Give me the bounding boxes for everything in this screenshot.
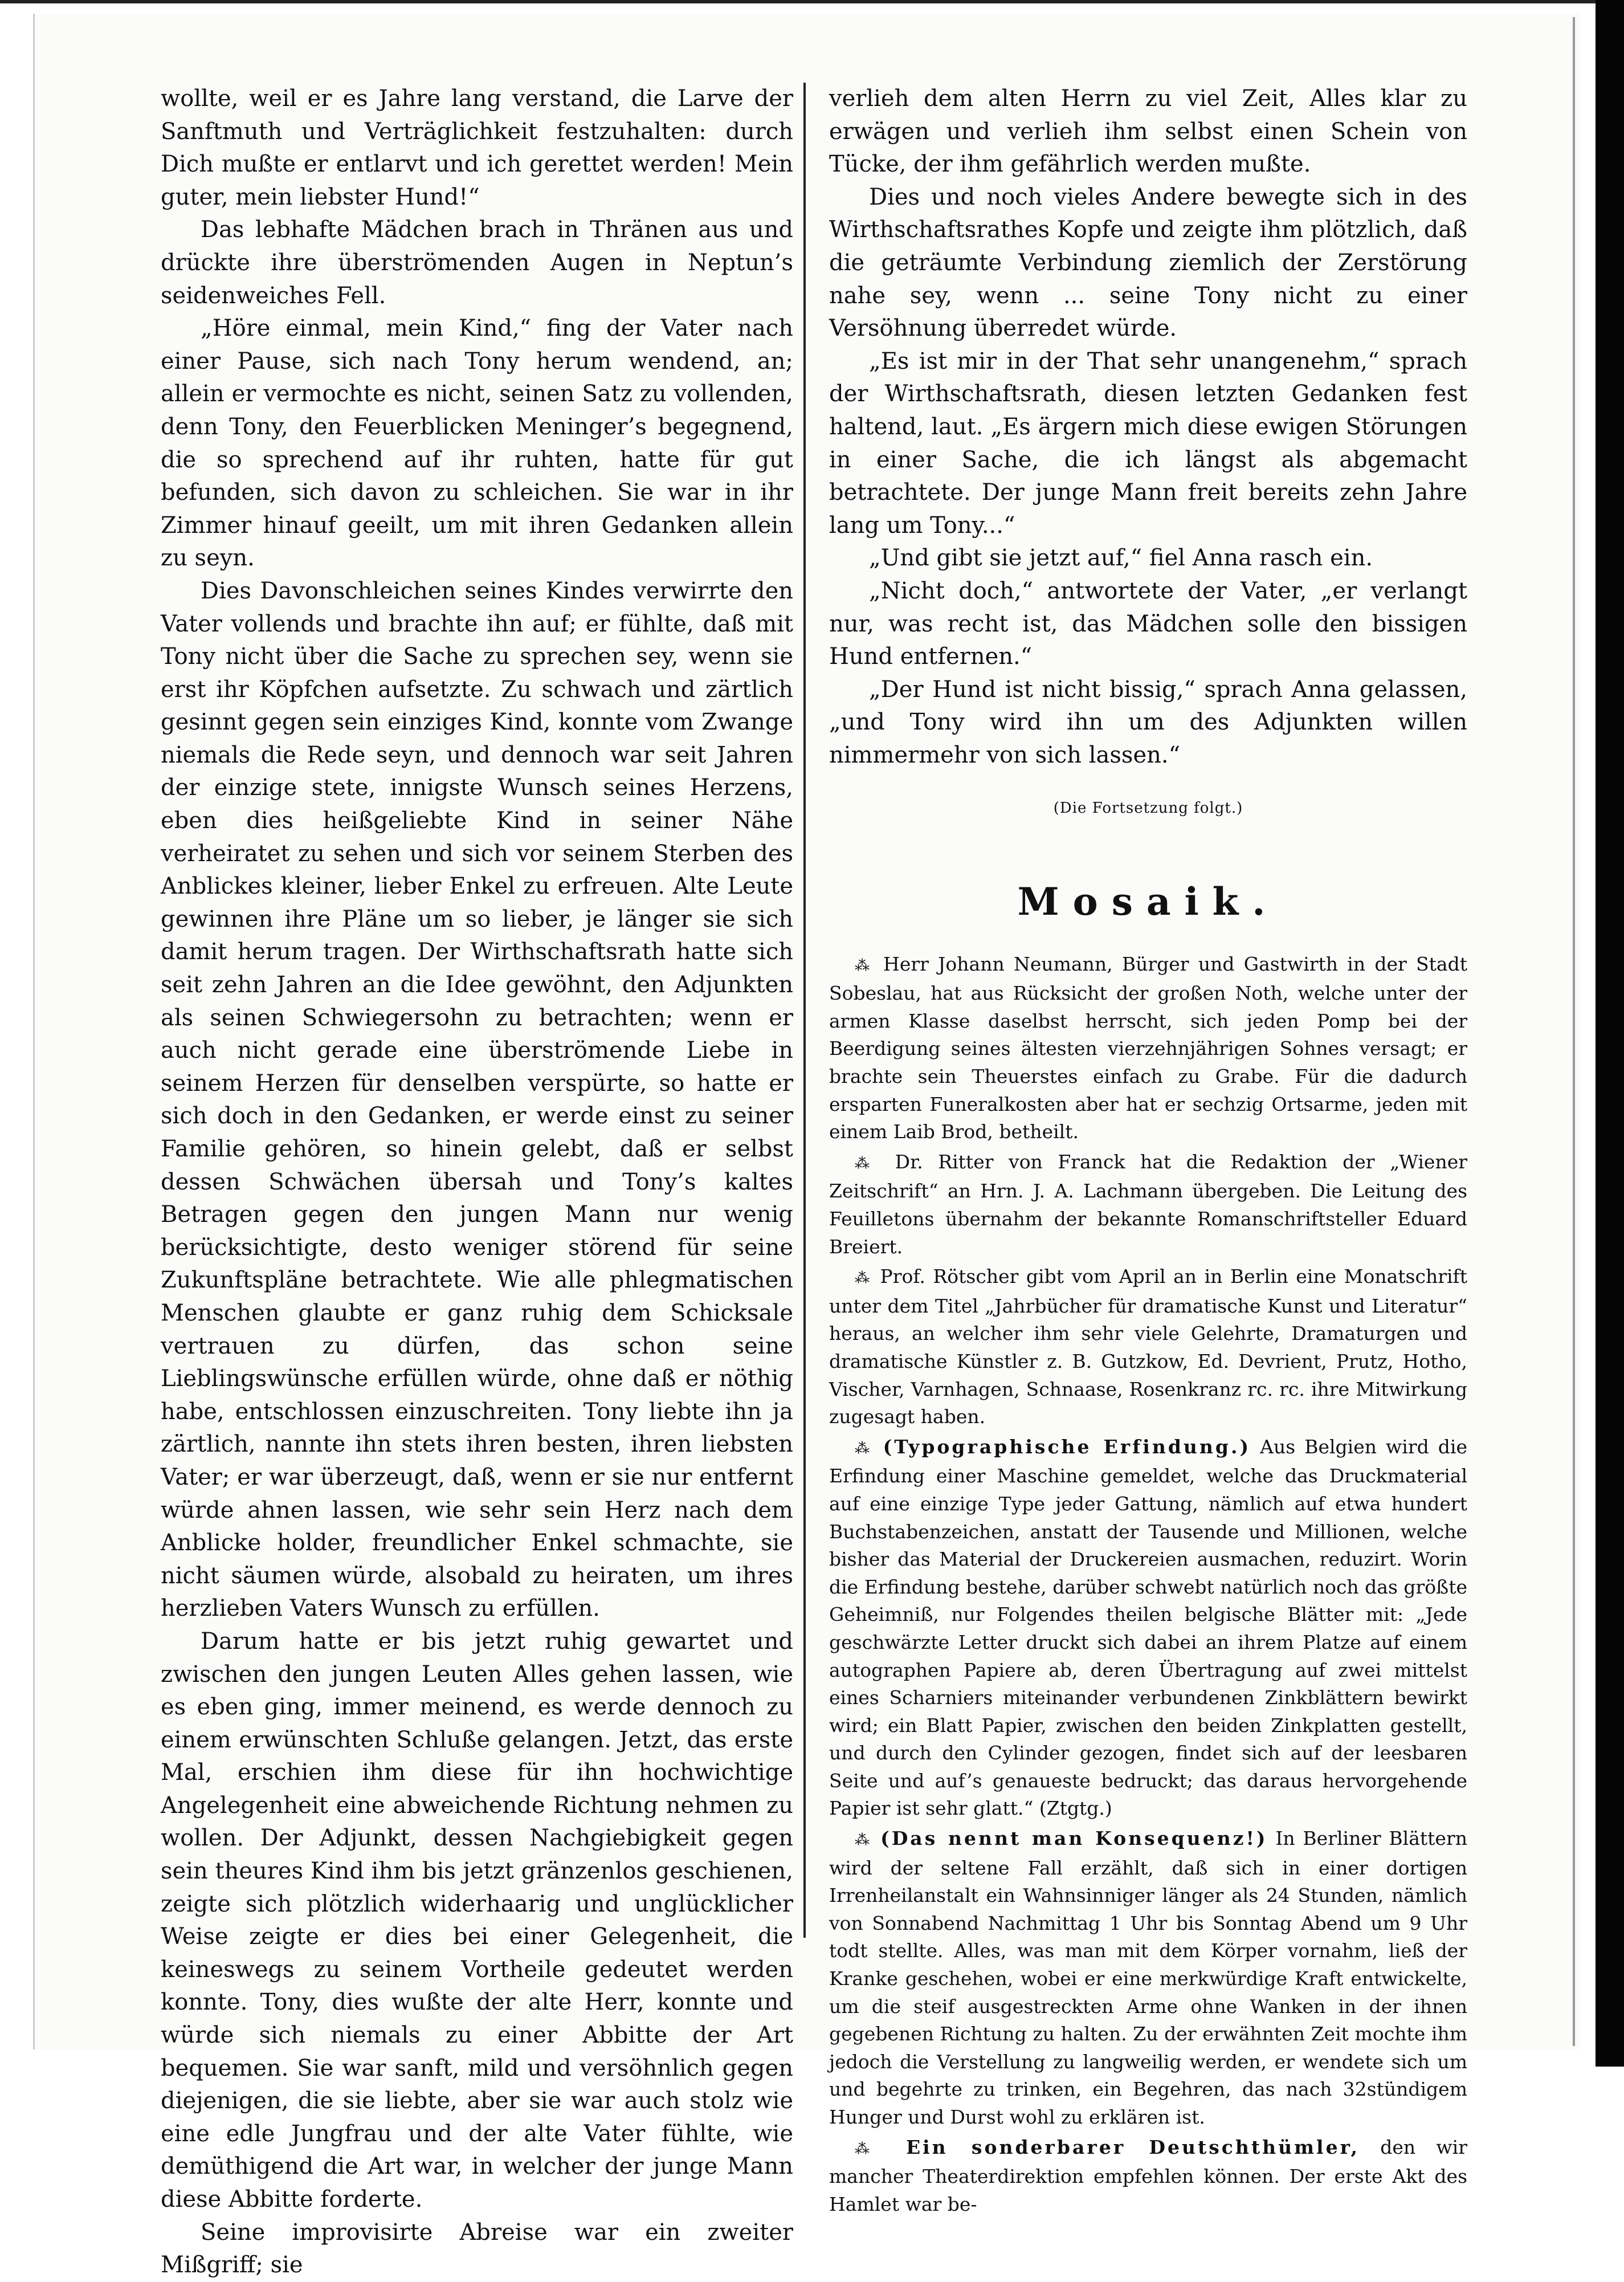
mosaic-item-lead: (Das nennt man Konsequenz!)	[880, 1827, 1268, 1850]
asterism-icon: ⁂	[855, 1440, 874, 1457]
right-paragraph-3: „Es ist mir in der That sehr unangenehm,“ sprach der Wirthschaftsrath, diesen letzten Gedanken fest haltend, laut. „Es ärgern mich diese ewigen Störungen in einer Sache, die ich längst als abgemacht betrachtete. Der junge Mann freit bereits zehn Jahre lang um Tony...“	[829, 348, 1467, 539]
asterism-icon: ⁂	[855, 1155, 880, 1172]
left-paragraph-4: Dies Davonschleichen seines Kindes verwirrte den Vater vollends und brachte ihn auf; er fühlte, daß mit Tony nicht über die Sache zu sprechen sey, wenn sie erst ihr Köpfchen aufsetzte. Zu schwach und zärtlich gesinnt gegen sein einziges Kind, konnte vom Zwange niemals die Rede seyn, und dennoch war seit Jahren der einzige stete, innigste Wunsch seines Herzens, eben dies heißgeliebte Kind in seiner Nähe verheiratet zu sehen und sich vor seinem Sterben des Anblickes kleiner, lieber Enkel zu erfreuen. Alte Leute gewinnen ihre Pläne um so lieber, je länger sie sich damit herum tragen. Der Wirthschaftsrath hatte sich seit zehn Jahren an die Idee gewöhnt, den Adjunkten als seinen Schwiegersohn zu betrachten; wenn er auch nicht gerade eine überströmende Liebe in seinem Herzen für denselben verspürte, so hatte er sich doch in den Gedanken, er werde einst zu seiner Familie gehören, so hinein gelebt, daß er selbst dessen Schwächen übersah und Tony’s kaltes Betragen gegen den jungen Mann nur wenig berücksichtigte, desto weniger störend für seine Zukunftspläne betrachtete. Wie alle phlegmatischen Menschen glaubte er ganz ruhig dem Schicksale vertrauen zu dürfen, das schon seine Lieblingswünsche erfüllen würde, ohne daß er nöthig habe, entschlossen einzuschreiten. Tony liebte ihn ja zärtlich, nannte ihn stets ihren besten, ihren liebsten Vater; er war überzeugt, daß, wenn er sie nur entfernt würde ahnen lassen, wie sehr sein Herz nach dem Anblicke holder, freundlicher Enkel schmachte, sie nicht säumen würde, alsobald zu heiraten, um ihres herzlieben Vaters Wunsch zu erfüllen.	[161, 577, 793, 1622]
mosaic-item-lead: (Typographische Erfindung.)	[883, 1435, 1251, 1458]
scan-border-top	[0, 0, 1624, 3]
mosaic-item-text: In Berliner Blättern wird der seltene Fall erzählt, daß sich in einer dortigen Irrenheilanstalt ein Wahnsinniger länger als 24 Stunden, nämlich von Sonnabend Nachmittag 1 Uhr bis Sonntag Abend um 9 Uhr todt stellte. Alles, was man mit dem Körper vornahm, ließ der Kranke geschehen, wobei er eine merkwürdige Kraft entwickelte, um die steif ausgestreckten Arme ohne Wanken in der ihnen gegebenen Richtung zu halten. Zu der erwähnten Zeit mochte ihm jedoch die Verstellung zu langweilig werden, er wendete sich um und begehrte zu trinken, ein Begehren, das nach 32stündigem Hunger und Durst wohl zu erklären ist.	[829, 1827, 1467, 2128]
mosaic-section	[829, 951, 1467, 2219]
mosaic-item-lead: Ein sonderbarer Deutschthümler,	[905, 2136, 1360, 2158]
mosaic-item	[829, 2134, 1467, 2219]
left-paragraph-2: Das lebhafte Mädchen brach in Thränen aus und drückte ihre überströmenden Augen in Neptun’s seidenweiches Fell.	[161, 217, 793, 309]
asterism-icon: ⁂	[855, 2140, 886, 2158]
mosaic-item-text: den wir mancher Theaterdirektion empfehlen können. Der erste Akt des Hamlet war be-	[829, 2136, 1467, 2215]
asterism-icon: ⁂	[855, 1832, 873, 1849]
mosaic-item	[829, 1148, 1467, 1261]
right-paragraph-1: verlieh dem alten Herrn zu viel Zeit, Alles klar zu erwägen und verlieh ihm selbst einen Schein von Tücke, der ihm gefährlich werden mußte.	[829, 85, 1467, 178]
mosaic-item	[829, 1433, 1467, 1823]
asterism-icon: ⁂	[855, 957, 874, 975]
left-paragraph-1: wollte, weil er es Jahre lang verstand, die Larve der Sanftmuth und Verträglichkeit festzuhalten: durch Dich mußte er entlarvt und ich gerettet werden! Mein guter, mein liebster Hund!“	[161, 85, 793, 210]
mosaic-item-text: Dr. Ritter von Franck hat die Redaktion der „Wiener Zeitschrift“ an Hrn. J. A. Lachmann übergeben. Die Leitung des Feuilletons übernahm der bekannte Romanschriftsteller Eduard Breiert.	[829, 1150, 1468, 1258]
mosaic-item	[829, 1825, 1467, 2132]
continued-note: (Die Fortsetzung folgt.)	[1053, 800, 1243, 817]
column-divider	[803, 83, 806, 1938]
left-paragraph-6: Seine improvisirte Abreise war ein zweiter Mißgriff; sie	[161, 2219, 793, 2279]
page-edge-shadow	[1573, 17, 1575, 2046]
left-column	[161, 83, 793, 2282]
right-paragraph-6: „Der Hund ist nicht bissig,“ sprach Anna gelassen, „und Tony wird ihn um des Adjunkten willen nimmermehr von sich lassen.“	[829, 676, 1467, 768]
mosaic-item-text: Prof. Rötscher gibt vom April an in Berlin eine Monatschrift unter dem Titel „Jahrbücher für dramatische Kunst und Literatur“ heraus, an welcher ihm sehr viele Gelehrte, Dramaturgen und dramatische Künstler z. B. Gutzkow, Ed. Devrient, Prutz, Hotho, Vischer, Varnhagen, Schnaase, Rosenkranz rc. rc. ihre Mitwirkung zugesagt haben.	[829, 1265, 1468, 1428]
mosaic-item	[829, 951, 1467, 1146]
right-paragraph-2: Dies und noch vieles Andere bewegte sich in des Wirthschaftsrathes Kopfe und zeigte ihm plötzlich, daß die geträumte Verbindung ziemlich der Zerstörung nahe sey, wenn ... seine Tony nicht zu einer Versöhnung überredet würde.	[829, 184, 1467, 342]
mosaic-item-text: Herr Johann Neumann, Bürger und Gastwirth in der Stadt Sobeslau, hat aus Rücksicht der großen Noth, welche unter der armen Klasse daselbst herrscht, sich jeden Pomp bei der Beerdigung seines ältesten vierzehnjährigen Sohnes versagt; er brachte sein Theuerstes einfach zu Grabe. Für die dadurch ersparten Funeralkosten aber hat er sechzig Ortsarme, jeden mit einem Laib Brod, betheilt.	[829, 952, 1467, 1143]
mosaic-item	[829, 1263, 1467, 1431]
right-column	[829, 83, 1467, 2218]
section-title-mosaik: Mosaik.	[1017, 879, 1279, 924]
right-paragraph-4: „Und gibt sie jetzt auf,“ fiel Anna rasch ein.	[869, 545, 1373, 572]
left-paragraph-5: Darum hatte er bis jetzt ruhig gewartet und zwischen den jungen Leuten Alles gehen lassen, wie es eben ging, immer meinend, es werde dennoch zu einem erwünschten Schluße gelangen. Jetzt, das erste Mal, erschien ihm diese für ihn hochwichtige Angelegenheit eine abweichende Richtung nehmen zu wollen. Der Adjunkt, dessen Nachgiebigkeit gegen sein theures Kind ihm bis jetzt gränzenlos geschienen, zeigte sich plötzlich widerhaarig und unglücklicher Weise zeigte er dies bei einer Gelegenheit, die keineswegs zu seinem Vortheile gedeutet werden konnte. Tony, dies wußte der alte Herr, konnte und würde sich niemals zu einer Abbitte der Art bequemen. Sie war sanft, mild und versöhnlich gegen diejenigen, die sie liebte, aber sie war auch stolz wie eine edle Jungfrau und der alte Vater fühlte, wie demüthigend die Art war, in welcher der junge Mann diese Abbitte forderte.	[161, 1628, 793, 2212]
right-paragraph-5: „Nicht doch,“ antwortete der Vater, „er verlangt nur, was recht ist, das Mädchen solle den bissigen Hund entfernen.“	[829, 577, 1467, 670]
scan-border-right	[1596, 0, 1624, 2067]
left-paragraph-3: „Höre einmal, mein Kind,“ fing der Vater nach einer Pause, sich nach Tony herum wendend, an; allein er vermochte es nicht, seinen Satz zu vollenden, denn Tony, den Feuerblicken Meninger’s begegnend, die so sprechend auf ihr ruhten, hatte für gut befunden, sich davon zu schleichen. Sie war in ihr Zimmer hinauf geeilt, um mit ihren Gedanken allein zu seyn.	[161, 315, 793, 572]
mosaic-item-text: Aus Belgien wird die Erfindung einer Maschine gemeldet, welche das Druckmaterial auf eine einzige Type jeder Gattung, nämlich auf etwa hundert Buchstabenzeichen, anstatt der Tausende und Millionen, welche bisher das Material der Druckereien ausmachen, reduzirt. Worin die Erfindung bestehe, darüber schwebt natürlich noch das größte Geheimniß, nur Folgendes theilen belgische Blätter mit: „Jede geschwärzte Letter druckt sich dabei an ihrem Platze auf einem autographen Papiere ab, deren Übertragung auf zwei mittelst eines Scharniers miteinander verbundenen Zinkblättern bewirkt wird; ein Blatt Papier, zwischen den beiden Zinkplatten gestellt, und durch den Cylinder gezogen, findet sich auf der leesbaren Seite und auf’s genaueste bedruckt; das daraus hervorgehende Papier ist sehr glatt.“ (Ztgtg.)	[829, 1435, 1468, 1820]
asterism-icon: ⁂	[855, 1270, 873, 1287]
